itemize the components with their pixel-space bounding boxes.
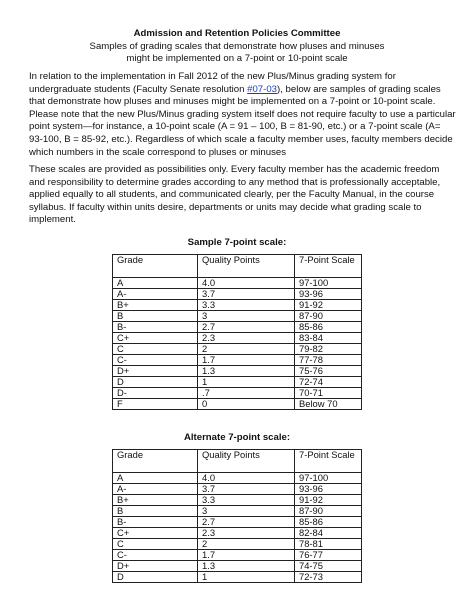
grading-table-alternate [112, 449, 362, 583]
table-row [113, 366, 362, 377]
document-title: Admission and Retention Policies Committee [133, 28, 341, 39]
table-cell: 1.3 [198, 561, 295, 572]
intro-paragraph [29, 71, 456, 159]
table-cell: 76-77 [295, 550, 362, 561]
column-header: Grade [113, 255, 198, 278]
table-cell: 79-82 [295, 344, 362, 355]
policy-paragraph: These scales are provided as possibilities only. Every faculty member has the academic freedom and responsibility to determine grades according to any method that is professionally acceptable, applied equally to all students, and communicated clearly, per the Faculty Manual, in the course syllabus. If faculty within units desire, departments or units may decide what grading scale to implement. [29, 164, 441, 226]
table-cell: B+ [113, 495, 198, 506]
intro-text-end: ), below are samples of grading scales that demonstrate how pluses and minuses might be implemented on a 7-point or 10-point scale. Please note that the new Plus/Minus grading system itself does not require faculty to use a particular point system—for instance, a 10-point scale (A = 91 – 100, B = 81-90, etc.) or a 7-point scale (A= 93-100, B = 85-92, etc.). Regardless of which scale a faculty member uses, faculty members decide which numbers in the scale correspond to pluses or minuses [29, 83, 456, 158]
document-subtitle-line-2: might be implemented on a 7-point or 10-point scale [126, 53, 348, 65]
table-cell: 78-81 [295, 539, 362, 550]
table-cell: C+ [113, 333, 198, 344]
table-row [113, 561, 362, 572]
table-cell: 72-74 [295, 377, 362, 388]
table-cell: 0 [198, 399, 295, 410]
table-row [113, 388, 362, 399]
grading-table-sample [112, 254, 362, 410]
table-row [113, 506, 362, 517]
table-row [113, 278, 362, 289]
table-row [113, 528, 362, 539]
table-cell: A- [113, 289, 198, 300]
table-cell: A [113, 278, 198, 289]
table-cell: 87-90 [295, 311, 362, 322]
table-cell: C [113, 344, 198, 355]
table-cell: 1.3 [198, 366, 295, 377]
table-cell: C [113, 539, 198, 550]
table-cell: C+ [113, 528, 198, 539]
table-cell: B+ [113, 300, 198, 311]
table-cell: D [113, 377, 198, 388]
table-cell: B- [113, 517, 198, 528]
document-subtitle-line-1: Samples of grading scales that demonstrate how pluses and minuses [89, 40, 385, 52]
table-cell: 74-75 [295, 561, 362, 572]
table2-title: Alternate 7-point scale: [183, 432, 291, 443]
table-row [113, 289, 362, 300]
table-row [113, 572, 362, 583]
table-cell: 1 [198, 377, 295, 388]
table-cell: 70-71 [295, 388, 362, 399]
table-row [113, 550, 362, 561]
table-cell: 1 [198, 572, 295, 583]
table-cell: D- [113, 388, 198, 399]
table-row [113, 344, 362, 355]
table-cell: 83-84 [295, 333, 362, 344]
table-cell: 2.7 [198, 322, 295, 333]
table-cell: 82-84 [295, 528, 362, 539]
table-cell: B [113, 311, 198, 322]
table-row [113, 311, 362, 322]
table1-title: Sample 7-point scale: [187, 237, 287, 248]
table-cell: 87-90 [295, 506, 362, 517]
table-cell: 1.7 [198, 355, 295, 366]
table-cell: 72-73 [295, 572, 362, 583]
table-cell: 93-96 [295, 484, 362, 495]
resolution-link[interactable]: #07-03 [247, 83, 278, 95]
table-cell: 3 [198, 506, 295, 517]
column-header: Quality Points [198, 450, 295, 473]
table-cell: C- [113, 550, 198, 561]
table-cell: 97-100 [295, 278, 362, 289]
table-cell: F [113, 399, 198, 410]
table-row [113, 484, 362, 495]
table-cell: 77-78 [295, 355, 362, 366]
table-row [113, 517, 362, 528]
table-cell: 4.0 [198, 278, 295, 289]
table-row [113, 333, 362, 344]
table-row [113, 377, 362, 388]
table-row [113, 473, 362, 484]
table-header-row [113, 450, 362, 473]
table-cell: C- [113, 355, 198, 366]
table-cell: 91-92 [295, 300, 362, 311]
table-cell: 85-86 [295, 322, 362, 333]
table-row [113, 322, 362, 333]
table-row [113, 495, 362, 506]
table-cell: 93-96 [295, 289, 362, 300]
table-row [113, 539, 362, 550]
table-cell: 3.3 [198, 300, 295, 311]
table-cell: 2.3 [198, 528, 295, 539]
table-cell: 3.7 [198, 484, 295, 495]
table-cell: D+ [113, 366, 198, 377]
table-cell: A [113, 473, 198, 484]
table-cell: 2.3 [198, 333, 295, 344]
table-header-row [113, 255, 362, 278]
table-cell: 2 [198, 539, 295, 550]
table-cell: 1.7 [198, 550, 295, 561]
table-cell: 2.7 [198, 517, 295, 528]
column-header: 7-Point Scale [295, 255, 362, 278]
table-cell: 97-100 [295, 473, 362, 484]
table-cell: 3.7 [198, 289, 295, 300]
table-cell: D [113, 572, 198, 583]
document-header [20, 28, 454, 66]
table-cell: B [113, 506, 198, 517]
table-cell: 4.0 [198, 473, 295, 484]
table-cell: A- [113, 484, 198, 495]
table-row [113, 399, 362, 410]
table-row [113, 355, 362, 366]
column-header: Quality Points [198, 255, 295, 278]
column-header: 7-Point Scale [295, 450, 362, 473]
column-header: Grade [113, 450, 198, 473]
table-cell: 75-76 [295, 366, 362, 377]
table-cell: 3 [198, 311, 295, 322]
table-cell: 3.3 [198, 495, 295, 506]
table-cell: 91-92 [295, 495, 362, 506]
intro-text-start: In relation to the implementation in Fall 2012 of the new Plus/Minus grading system for undergraduate students (Faculty Senate resolution [29, 71, 396, 95]
table-cell: 85-86 [295, 517, 362, 528]
table-cell: .7 [198, 388, 295, 399]
table-cell: Below 70 [295, 399, 362, 410]
table-cell: D+ [113, 561, 198, 572]
table-cell: 2 [198, 344, 295, 355]
table-cell: B- [113, 322, 198, 333]
table-row [113, 300, 362, 311]
